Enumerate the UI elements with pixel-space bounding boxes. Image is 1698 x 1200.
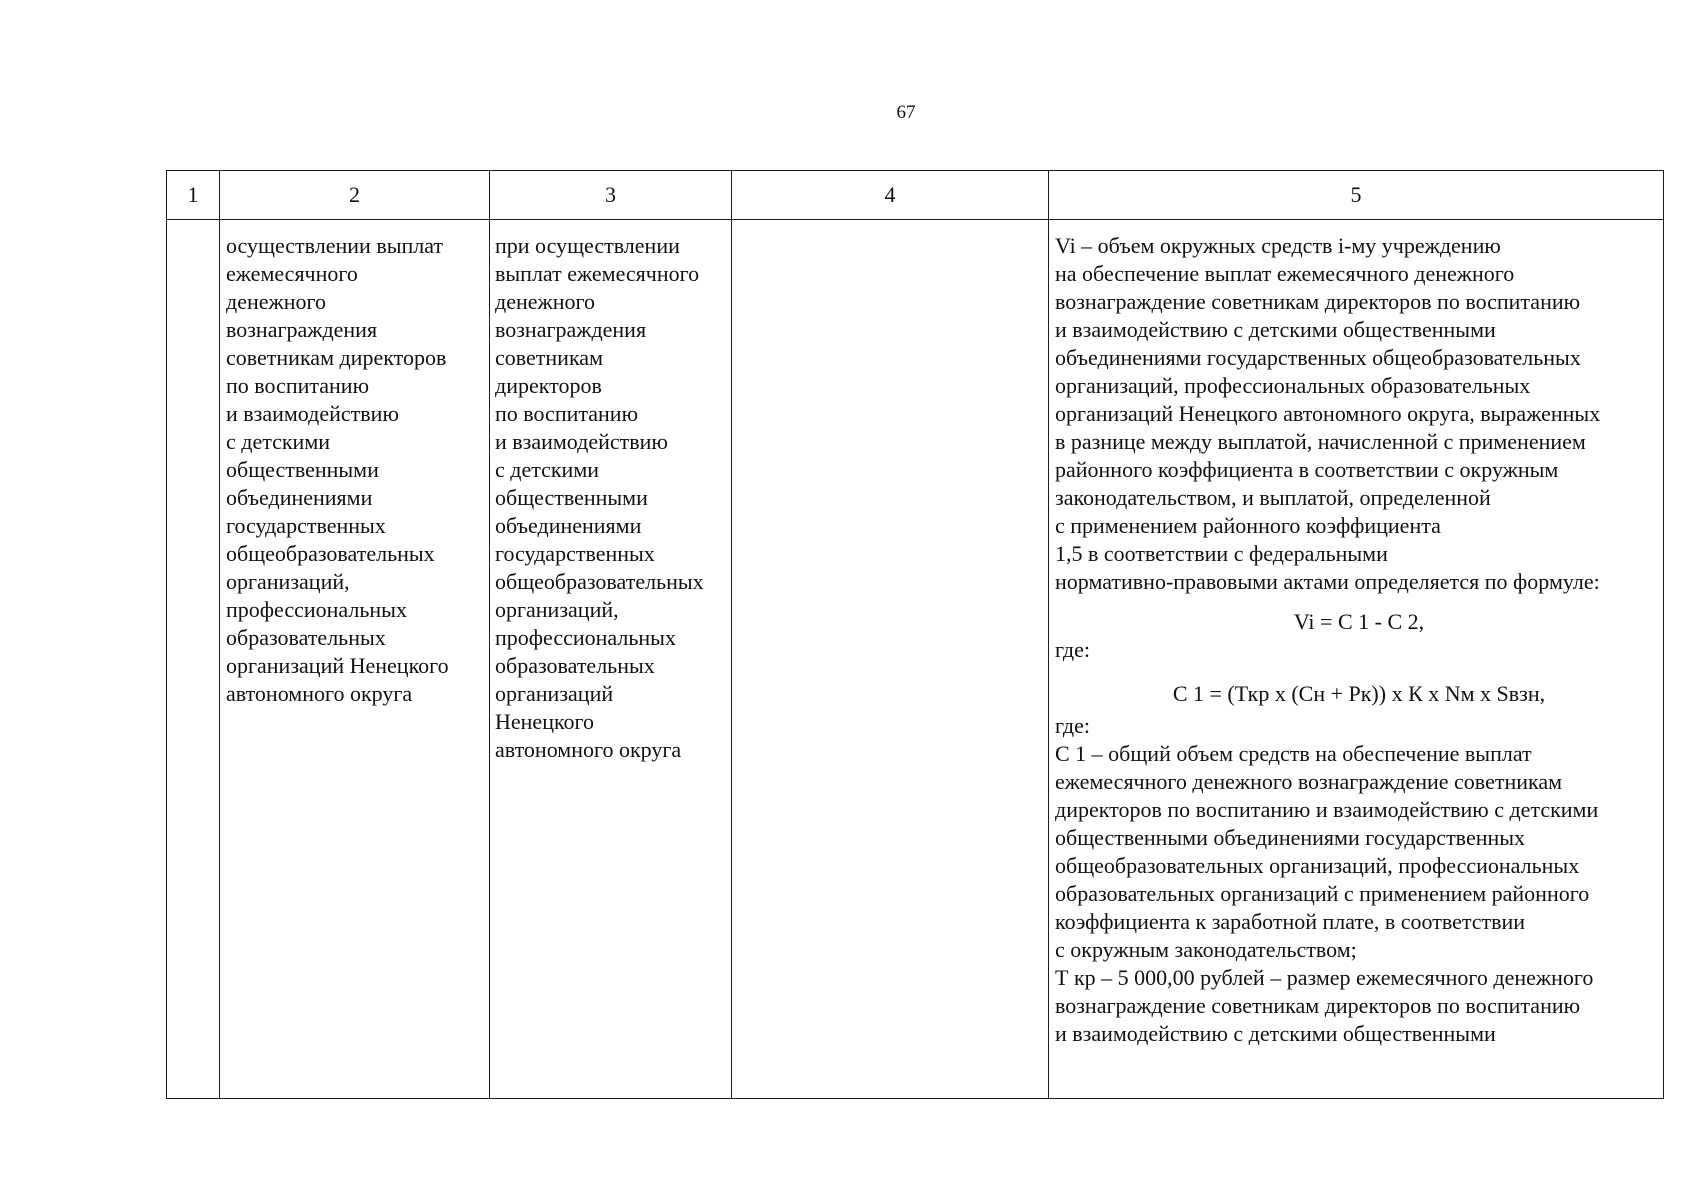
text-line: профессиональных: [226, 597, 407, 622]
text-line: ежемесячного денежного вознаграждение советникам: [1055, 769, 1563, 794]
text-line: вознаграждения: [226, 317, 378, 342]
cell-col-5: [1049, 220, 1664, 1099]
text-line: районного коэффициента в соответствии с окружным: [1055, 457, 1559, 482]
text-line: общеобразовательных организаций, профессиональных: [1055, 853, 1580, 878]
text-line: организаций, профессиональных образовательных: [1055, 373, 1531, 398]
header-col-4: 4: [732, 171, 1049, 220]
document-table: [166, 170, 1664, 1099]
cell-col-3: [490, 220, 732, 1099]
text-line: 1,5 в соответствии с федеральными: [1055, 541, 1388, 566]
text-line: автономного округа: [226, 681, 413, 706]
text-line: осуществлении выплат: [226, 233, 444, 258]
text-line: объединениями государственных общеобразовательных: [1055, 345, 1581, 370]
cell-col-4: [732, 220, 1049, 1099]
col5-intro: [1055, 232, 1663, 596]
text-line: законодательством, и выплатой, определенной: [1055, 485, 1491, 510]
text-line: вознаграждения: [495, 317, 647, 342]
text-line: выплат ежемесячного: [495, 261, 700, 286]
text-line: и взаимодействию: [495, 429, 668, 454]
col5-definitions: [1055, 740, 1663, 1048]
header-col-3: 3: [490, 171, 732, 220]
text-line: Vi – объем окружных средств i-му учреждению: [1055, 233, 1501, 258]
text-line: организаций,: [495, 597, 619, 622]
text-line: коэффициента к заработной плате, в соответствии: [1055, 909, 1526, 934]
text-line: с детскими: [495, 457, 600, 482]
text-line: организаций Ненецкого автономного округа, выраженных: [1055, 401, 1601, 426]
text-line: в разнице между выплатой, начисленной с применением: [1055, 429, 1586, 454]
text-line: организаций,: [226, 569, 350, 594]
text-line: и взаимодействию с детскими общественными: [1055, 1021, 1496, 1046]
where-label-2: где:: [1055, 713, 1090, 738]
text-line: и взаимодействию с детскими общественными: [1055, 317, 1496, 342]
text-line: С 1 – общий объем средств на обеспечение выплат: [1055, 741, 1532, 766]
text-line: общественными: [226, 457, 379, 482]
text-line: государственных: [495, 541, 655, 566]
cell-col-2: [220, 220, 490, 1099]
text-line: общеобразовательных: [226, 541, 435, 566]
header-col-1: 1: [167, 171, 220, 220]
text-line: по воспитанию: [226, 373, 369, 398]
text-line: общеобразовательных: [495, 569, 704, 594]
text-line: общественными: [495, 485, 648, 510]
text-line: с применением районного коэффициента: [1055, 513, 1441, 538]
text-line: на обеспечение выплат ежемесячного денежного: [1055, 261, 1515, 286]
text-line: советникам директоров: [226, 345, 447, 370]
text-line: объединениями: [495, 513, 642, 538]
text-line: при осуществлении: [495, 233, 680, 258]
table-header-row: [167, 171, 1664, 220]
text-line: профессиональных: [495, 625, 676, 650]
text-line: общественными объединениями государственных: [1055, 825, 1526, 850]
text-line: директоров: [495, 373, 602, 398]
text-line: с окружным законодательством;: [1055, 937, 1357, 962]
text-line: ежемесячного: [226, 261, 358, 286]
text-line: образовательных организаций с применением районного: [1055, 881, 1590, 906]
text-line: денежного: [226, 289, 326, 314]
text-line: Ненецкого: [495, 709, 595, 734]
text-line: Т кр – 5 000,00 рублей – размер ежемесячного денежного: [1055, 965, 1594, 990]
where-label-1: где:: [1055, 637, 1090, 662]
text-line: организаций Ненецкого: [226, 653, 449, 678]
text-line: вознаграждение советникам директоров по воспитанию: [1055, 289, 1581, 314]
text-line: организаций: [495, 681, 614, 706]
text-line: государственных: [226, 513, 386, 538]
text-line: с детскими: [226, 429, 331, 454]
formula-vi: Vi = С 1 - С 2,: [1293, 609, 1425, 634]
header-col-2: 2: [220, 171, 490, 220]
text-line: нормативно-правовыми актами определяется по формуле:: [1055, 569, 1600, 594]
text-line: образовательных: [495, 653, 655, 678]
text-line: и взаимодействию: [226, 401, 399, 426]
text-line: вознаграждение советникам директоров по воспитанию: [1055, 993, 1581, 1018]
text-line: денежного: [495, 289, 595, 314]
text-line: автономного округа: [495, 737, 682, 762]
formula-c1: С 1 = (Ткр х (Сн + Рк)) х К х Nм х Sвзн,: [1172, 681, 1546, 706]
text-line: по воспитанию: [495, 401, 638, 426]
text-line: объединениями: [226, 485, 373, 510]
header-col-5: 5: [1049, 171, 1664, 220]
text-line: советникам: [495, 345, 603, 370]
cell-col-1: [167, 220, 220, 1099]
text-line: директоров по воспитанию и взаимодействию с детскими: [1055, 797, 1599, 822]
page-number: 67: [896, 102, 916, 123]
text-line: образовательных: [226, 625, 386, 650]
table-row: [167, 220, 1664, 1099]
